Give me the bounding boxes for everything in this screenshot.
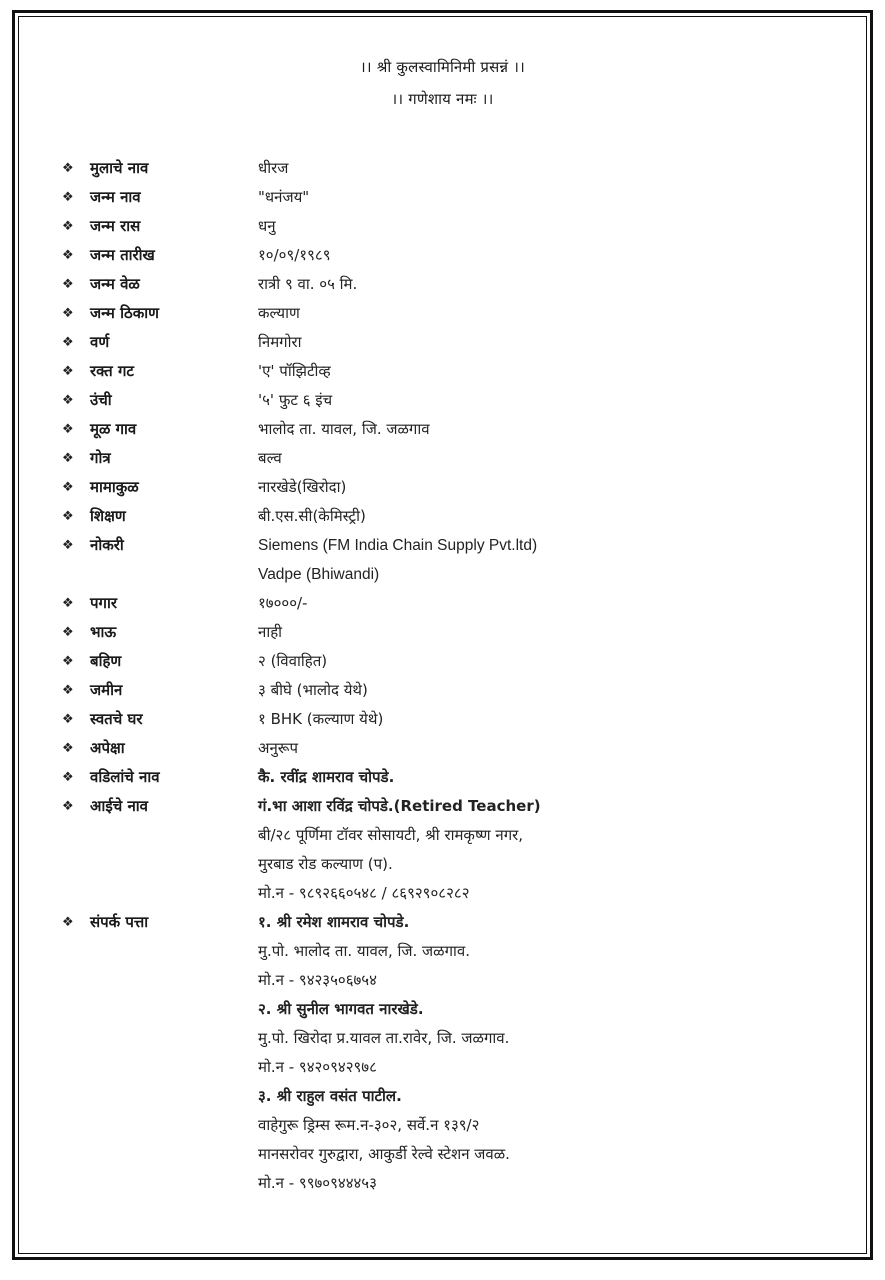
field-value-line: गं.भा आशा रविंद्र चोपडे.(Retired Teacher) bbox=[258, 797, 541, 815]
diamond-bullet-icon: ❖ bbox=[62, 770, 74, 785]
field-value-line: मो.न - ९९७०९४४४५३ bbox=[258, 1174, 377, 1192]
field-label: जन्म तारीख bbox=[90, 246, 155, 264]
header-invocation-line-1: ।। श्री कुलस्वामिनिमी प्रसन्नं ।। bbox=[359, 58, 525, 76]
field-value-line: अनुरूप bbox=[258, 739, 298, 757]
field-value-line: 'ए' पॉझिटीव्ह bbox=[258, 362, 331, 380]
field-value-line: मु.पो. खिरोदा प्र.यावल ता.रावेर, जि. जळगाव. bbox=[258, 1029, 510, 1047]
field-value-line: २. श्री सुनील भागवत नारखेडे. bbox=[258, 1000, 424, 1018]
field-value bbox=[258, 241, 840, 270]
diamond-bullet-icon: ❖ bbox=[62, 422, 74, 437]
field-value-line: १७०००/- bbox=[258, 594, 308, 612]
field-label: बहिण bbox=[90, 652, 122, 670]
field-label: रक्त गट bbox=[90, 362, 134, 380]
biodata-row bbox=[60, 792, 840, 908]
biodata-row bbox=[60, 328, 840, 357]
diamond-bullet-icon: ❖ bbox=[62, 190, 74, 205]
biodata-row bbox=[60, 299, 840, 328]
field-value bbox=[258, 502, 840, 531]
field-label: मूळ गाव bbox=[90, 420, 137, 438]
field-value bbox=[258, 357, 840, 386]
field-value bbox=[258, 212, 840, 241]
diamond-bullet-icon: ❖ bbox=[62, 625, 74, 640]
diamond-bullet-icon: ❖ bbox=[62, 509, 74, 524]
diamond-bullet-icon: ❖ bbox=[62, 306, 74, 321]
diamond-bullet-icon: ❖ bbox=[62, 161, 74, 176]
field-value bbox=[258, 705, 840, 734]
diamond-bullet-icon: ❖ bbox=[62, 480, 74, 495]
biodata-row bbox=[60, 183, 840, 212]
field-value-line: '५' फुट ६ इंच bbox=[258, 391, 333, 409]
field-label: अपेक्षा bbox=[90, 739, 125, 757]
biodata-row bbox=[60, 502, 840, 531]
field-value-line: कै. रवींद्र शामराव चोपडे. bbox=[258, 768, 395, 786]
field-value-line: कल्याण bbox=[258, 304, 300, 322]
biodata-row bbox=[60, 444, 840, 473]
field-label: स्वतचे घर bbox=[90, 710, 143, 728]
diamond-bullet-icon: ❖ bbox=[62, 654, 74, 669]
diamond-bullet-icon: ❖ bbox=[62, 393, 74, 408]
field-label: जन्म वेळ bbox=[90, 275, 140, 293]
field-value-line: ३ बीघे (भालोद येथे) bbox=[258, 681, 368, 699]
field-label: भाऊ bbox=[90, 623, 117, 641]
biodata-row bbox=[60, 647, 840, 676]
page-frame bbox=[12, 10, 873, 1260]
field-value bbox=[258, 415, 840, 444]
diamond-bullet-icon: ❖ bbox=[62, 596, 74, 611]
field-label: आईचे नाव bbox=[90, 797, 148, 815]
biodata-row bbox=[60, 763, 840, 792]
field-value bbox=[258, 386, 840, 415]
biodata-list bbox=[60, 154, 840, 1198]
diamond-bullet-icon: ❖ bbox=[62, 364, 74, 379]
biodata-row bbox=[60, 734, 840, 763]
biodata-row bbox=[60, 589, 840, 618]
field-value-line: Vadpe (Bhiwandi) bbox=[258, 566, 380, 583]
biodata-row bbox=[60, 618, 840, 647]
field-label: संपर्क पत्ता bbox=[90, 913, 149, 931]
diamond-bullet-icon: ❖ bbox=[62, 915, 74, 930]
biodata-row bbox=[60, 531, 840, 589]
biodata-row bbox=[60, 676, 840, 705]
diamond-bullet-icon: ❖ bbox=[62, 219, 74, 234]
field-value bbox=[258, 444, 840, 473]
field-value bbox=[258, 676, 840, 705]
field-value-line: १०/०९/१९८९ bbox=[258, 246, 331, 264]
field-value-line: भालोद ता. यावल, जि. जळगाव bbox=[258, 420, 430, 438]
diamond-bullet-icon: ❖ bbox=[62, 277, 74, 292]
field-label: गोत्र bbox=[90, 449, 111, 467]
biodata-row bbox=[60, 357, 840, 386]
field-value bbox=[258, 531, 840, 589]
biodata-row bbox=[60, 705, 840, 734]
field-value bbox=[258, 328, 840, 357]
field-value-line: वाहेगुरू ड्रिम्स रूम.न-३०२, सर्वे.न १३९/२ bbox=[258, 1116, 480, 1134]
field-value bbox=[258, 792, 840, 908]
field-value-line: मु.पो. भालोद ता. यावल, जि. जळगाव. bbox=[258, 942, 471, 960]
field-value-line: बल्व bbox=[258, 449, 282, 467]
biodata-row bbox=[60, 473, 840, 502]
field-value-line: Siemens (FM India Chain Supply Pvt.ltd) bbox=[258, 537, 538, 554]
field-value bbox=[258, 270, 840, 299]
field-label: वर्ण bbox=[90, 333, 110, 351]
field-value-line: रात्री ९ वा. ०५ मि. bbox=[258, 275, 358, 293]
field-value-line: ३. श्री राहुल वसंत पाटील. bbox=[258, 1087, 402, 1105]
biodata-row bbox=[60, 908, 840, 1198]
field-value-line: धीरज bbox=[258, 159, 289, 177]
field-value-line: बी.एस.सी(केमिस्ट्री) bbox=[258, 507, 366, 525]
field-value-line: बी/२८ पूर्णिमा टॉवर सोसायटी, श्री रामकृष्ण नगर, bbox=[258, 826, 524, 844]
field-label: जमीन bbox=[90, 681, 123, 699]
biodata-row bbox=[60, 212, 840, 241]
field-value-line: १. श्री रमेश शामराव चोपडे. bbox=[258, 913, 410, 931]
field-value bbox=[258, 647, 840, 676]
field-label: नोकरी bbox=[90, 536, 124, 554]
biodata-row bbox=[60, 270, 840, 299]
field-label: वडिलांचे नाव bbox=[90, 768, 160, 786]
biodata-row bbox=[60, 386, 840, 415]
field-label: जन्म रास bbox=[90, 217, 141, 235]
biodata-row bbox=[60, 241, 840, 270]
field-value bbox=[258, 763, 840, 792]
field-value bbox=[258, 734, 840, 763]
diamond-bullet-icon: ❖ bbox=[62, 538, 74, 553]
field-label: शिक्षण bbox=[90, 507, 126, 525]
field-label: पगार bbox=[90, 594, 117, 612]
header-invocation-line-2: ।। गणेशाय नमः ।। bbox=[391, 90, 494, 108]
field-value-line: "धनंजय" bbox=[258, 188, 310, 206]
field-label: मुलाचे नाव bbox=[90, 159, 149, 177]
diamond-bullet-icon: ❖ bbox=[62, 451, 74, 466]
field-value bbox=[258, 154, 840, 183]
field-value-line: मानसरोवर गुरुद्वारा, आकुर्डी रेल्वे स्टेशन जवळ. bbox=[258, 1145, 510, 1163]
field-value-line: मो.न - ९४२३५०६७५४ bbox=[258, 971, 377, 989]
field-value-line: निमगोरा bbox=[258, 333, 302, 351]
field-value-line: नाही bbox=[258, 623, 283, 641]
diamond-bullet-icon: ❖ bbox=[62, 799, 74, 814]
field-value bbox=[258, 183, 840, 212]
field-value bbox=[258, 473, 840, 502]
diamond-bullet-icon: ❖ bbox=[62, 248, 74, 263]
field-value bbox=[258, 589, 840, 618]
field-value-line: मुरबाड रोड कल्याण (प). bbox=[258, 855, 393, 873]
diamond-bullet-icon: ❖ bbox=[62, 741, 74, 756]
diamond-bullet-icon: ❖ bbox=[62, 683, 74, 698]
field-value bbox=[258, 299, 840, 328]
field-label: मामाकुळ bbox=[90, 478, 139, 496]
field-value bbox=[258, 908, 840, 1198]
biodata-row bbox=[60, 415, 840, 444]
field-label: जन्म ठिकाण bbox=[90, 304, 159, 322]
field-value-line: २ (विवाहित) bbox=[258, 652, 328, 670]
field-label: उंची bbox=[90, 391, 112, 409]
field-value-line: मो.न - ९४२०९४२९७८ bbox=[258, 1058, 377, 1076]
diamond-bullet-icon: ❖ bbox=[62, 712, 74, 727]
field-value-line: १ BHK (कल्याण येथे) bbox=[258, 710, 384, 728]
biodata-row bbox=[60, 154, 840, 183]
field-value-line: नारखेडे(खिरोदा) bbox=[258, 478, 347, 496]
field-value-line: मो.न - ९८९२६६०५४८ / ८६९२९०८२८२ bbox=[258, 884, 470, 902]
field-value bbox=[258, 618, 840, 647]
diamond-bullet-icon: ❖ bbox=[62, 335, 74, 350]
field-value-line: धनु bbox=[258, 217, 276, 235]
field-label: जन्म नाव bbox=[90, 188, 141, 206]
